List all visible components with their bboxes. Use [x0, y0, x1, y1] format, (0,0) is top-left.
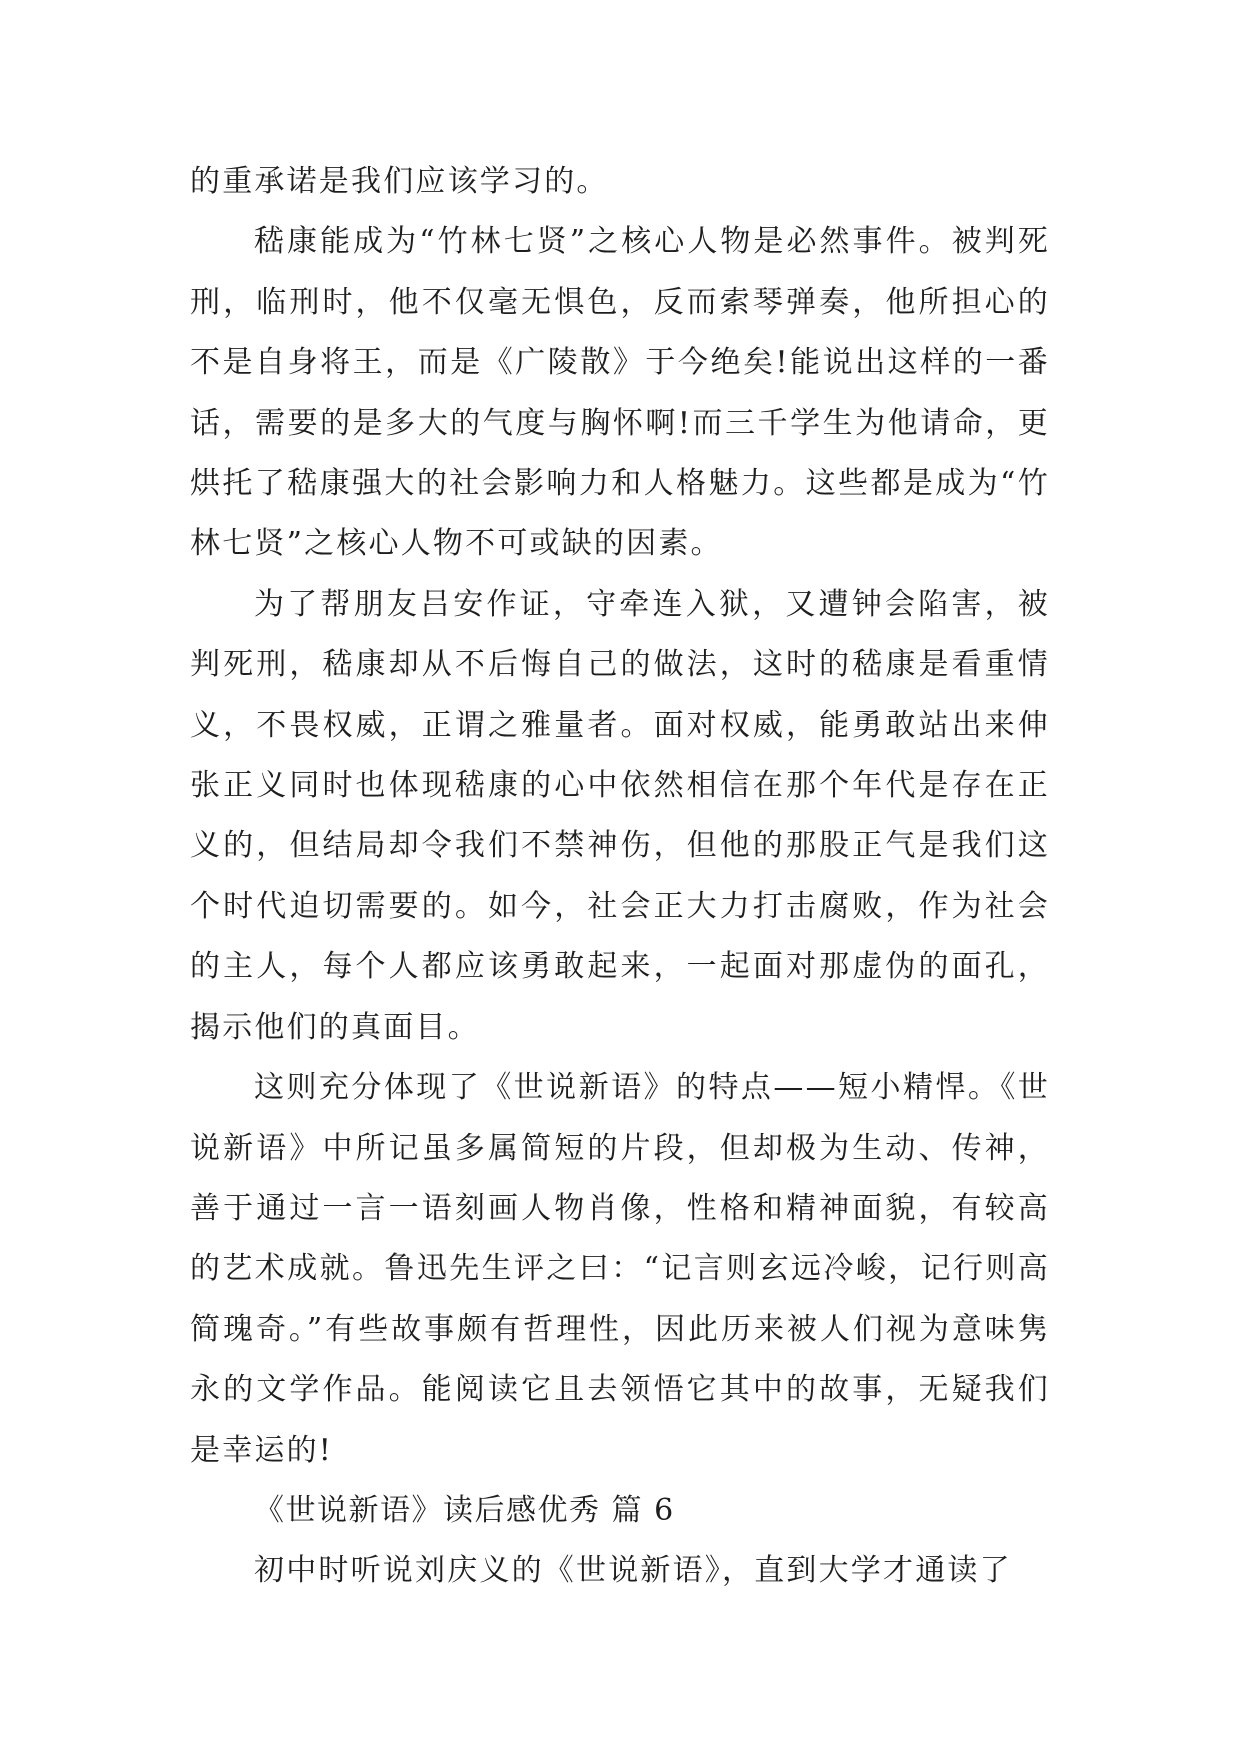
paragraph-jikang-justice: 为了帮朋友吕安作证，守牵连入狱，又遭钟会陷害，被判死刑，嵇康却从不后悔自己的做法，这时的嵇康是看重情义，不畏权威，正谓之雅量者。面对权威，能勇敢站出来伸张正义同时也体现嵇康的心中依然相信在那个年代是存在正义的，但结局却令我们不禁神伤，但他的那股正气是我们这个时代迫切需要的。如今，社会正大力打击腐败，作为社会的主人，每个人都应该勇敢起来，一起面对那虚伪的面孔，揭示他们的真面目。: [190, 586, 1050, 1045]
paragraph-book-features: 这则充分体现了《世说新语》的特点——短小精悍。《世说新语》中所记虽多属简短的片段，但却极为生动、传神，善于通过一言一语刻画人物肖像，性格和精神面貌，有较高的艺术成就。鲁迅先生评之曰：“记言则玄远冷峻，记行则高简瑰奇。”有些故事颇有哲理性，因此历来被人们视为意味隽永的文学作品。能阅读它且去领悟它其中的故事，无疑我们是幸运的!: [190, 1070, 1050, 1468]
paragraph-continuation: 的重承诺是我们应该学习的。: [190, 164, 609, 199]
paragraph-section-6-start: 初中时听说刘庆义的《世说新语》，直到大学才通读了: [254, 1553, 1012, 1589]
section-heading: 《世说新语》读后感优秀 篇 6: [254, 1492, 675, 1528]
document-body: [190, 152, 1050, 1602]
paragraph-jikang-core-figure: 嵇康能成为“竹林七贤”之核心人物是必然事件。被判死刑，临刑时，他不仅毫无惧色，反而索琴弹奏，他所担心的不是自身将王，而是《广陵散》于今绝矣!能说出这样的一番话，需要的是多大的气度与胸怀啊!而三千学生为他请命，更烘托了嵇康强大的社会影响力和人格魅力。这些都是成为“竹林七贤”之核心人物不可或缺的因素。: [190, 224, 1050, 562]
